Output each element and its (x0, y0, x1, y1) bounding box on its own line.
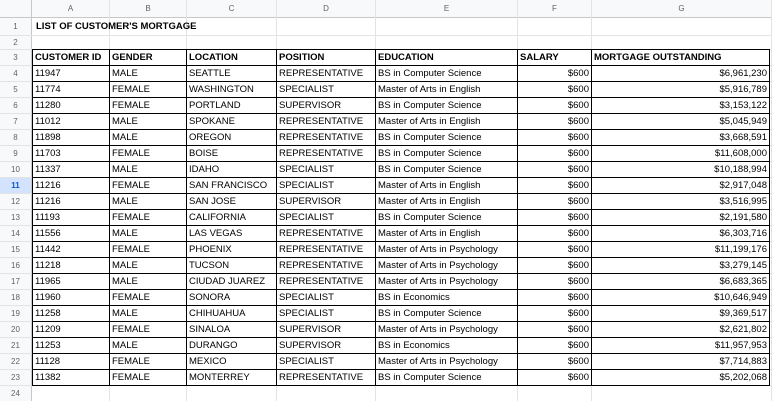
table-cell[interactable]: REPRESENTATIVE (277, 274, 376, 290)
column-header-f[interactable]: F (518, 0, 592, 18)
table-cell[interactable]: $5,202,068 (592, 370, 770, 386)
table-cell[interactable]: SINALOA (187, 322, 277, 338)
table-cell[interactable]: $600 (518, 242, 592, 258)
table-cell[interactable]: Master of Arts in Psychology (376, 274, 518, 290)
table-cell[interactable]: REPRESENTATIVE (277, 258, 376, 274)
table-cell[interactable]: $10,188,994 (592, 162, 770, 178)
column-header-c[interactable]: C (187, 0, 277, 18)
table-cell[interactable]: REPRESENTATIVE (277, 242, 376, 258)
table-cell[interactable]: SUPERVISOR (277, 322, 376, 338)
table-cell[interactable]: 11556 (32, 226, 110, 242)
header-cell[interactable]: EDUCATION (376, 49, 518, 66)
table-cell[interactable]: Master of Arts in English (376, 114, 518, 130)
table-cell[interactable]: BS in Computer Science (376, 146, 518, 162)
table-cell[interactable]: Master of Arts in Psychology (376, 354, 518, 370)
table-cell[interactable]: $600 (518, 98, 592, 114)
table-cell[interactable]: Master of Arts in English (376, 82, 518, 98)
row-header-3[interactable]: 3 (0, 50, 32, 66)
table-cell[interactable]: 11337 (32, 162, 110, 178)
table-cell[interactable]: FEMALE (110, 82, 187, 98)
table-cell[interactable]: MALE (110, 114, 187, 130)
table-cell[interactable]: MALE (110, 194, 187, 210)
table-cell[interactable]: 11442 (32, 242, 110, 258)
table-cell[interactable]: SEATTLE (187, 66, 277, 82)
table-cell[interactable]: Master of Arts in Psychology (376, 322, 518, 338)
table-cell[interactable]: 11898 (32, 130, 110, 146)
table-cell[interactable]: 11965 (32, 274, 110, 290)
table-cell[interactable]: MALE (110, 162, 187, 178)
table-cell[interactable]: $3,516,995 (592, 194, 770, 210)
table-cell[interactable]: $6,683,365 (592, 274, 770, 290)
table-cell[interactable]: SAN FRANCISCO (187, 178, 277, 194)
table-cell[interactable]: FEMALE (110, 322, 187, 338)
row-header-5[interactable]: 5 (0, 82, 32, 98)
table-cell[interactable]: 11012 (32, 114, 110, 130)
header-cell[interactable]: MORTGAGE OUTSTANDING (592, 49, 770, 66)
table-cell[interactable]: $2,191,580 (592, 210, 770, 226)
column-header-a[interactable]: A (32, 0, 110, 18)
table-cell[interactable]: $2,917,048 (592, 178, 770, 194)
row-header-13[interactable]: 13 (0, 210, 32, 226)
table-cell[interactable]: $6,961,230 (592, 66, 770, 82)
table-cell[interactable]: BS in Computer Science (376, 130, 518, 146)
row-header-1[interactable]: 1 (0, 18, 32, 36)
table-cell[interactable]: SPECIALIST (277, 162, 376, 178)
table-cell[interactable]: FEMALE (110, 354, 187, 370)
table-cell[interactable]: $600 (518, 322, 592, 338)
table-cell[interactable]: MALE (110, 306, 187, 322)
table-cell[interactable]: PORTLAND (187, 98, 277, 114)
table-cell[interactable]: $600 (518, 290, 592, 306)
table-cell[interactable]: BS in Computer Science (376, 210, 518, 226)
table-cell[interactable]: $11,957,953 (592, 338, 770, 354)
table-cell[interactable]: WASHINGTON (187, 82, 277, 98)
table-cell[interactable]: FEMALE (110, 98, 187, 114)
table-cell[interactable]: $600 (518, 354, 592, 370)
row-header-9[interactable]: 9 (0, 146, 32, 162)
row-header-8[interactable]: 8 (0, 130, 32, 146)
column-header-g[interactable]: G (592, 0, 772, 18)
table-cell[interactable]: $600 (518, 114, 592, 130)
table-cell[interactable]: BS in Computer Science (376, 162, 518, 178)
table-cell[interactable]: FEMALE (110, 178, 187, 194)
row-header-23[interactable]: 23 (0, 370, 32, 386)
table-cell[interactable]: $10,646,949 (592, 290, 770, 306)
table-cell[interactable]: $600 (518, 82, 592, 98)
table-cell[interactable]: PHOENIX (187, 242, 277, 258)
table-cell[interactable]: $11,608,000 (592, 146, 770, 162)
row-header-4[interactable]: 4 (0, 66, 32, 82)
table-cell[interactable]: FEMALE (110, 290, 187, 306)
table-cell[interactable]: MALE (110, 274, 187, 290)
table-cell[interactable]: $2,621,802 (592, 322, 770, 338)
table-cell[interactable]: $600 (518, 274, 592, 290)
row-header-15[interactable]: 15 (0, 242, 32, 258)
table-cell[interactable]: 11216 (32, 178, 110, 194)
select-all-corner[interactable] (0, 0, 32, 18)
table-cell[interactable]: LAS VEGAS (187, 226, 277, 242)
table-cell[interactable]: SPOKANE (187, 114, 277, 130)
table-cell[interactable]: $11,199,176 (592, 242, 770, 258)
header-cell[interactable]: LOCATION (187, 49, 277, 66)
table-cell[interactable]: MALE (110, 130, 187, 146)
header-cell[interactable]: SALARY (518, 49, 592, 66)
table-cell[interactable]: MALE (110, 258, 187, 274)
table-cell[interactable]: 11218 (32, 258, 110, 274)
table-cell[interactable]: $5,916,789 (592, 82, 770, 98)
header-cell[interactable]: CUSTOMER ID (32, 49, 110, 66)
table-cell[interactable]: 11258 (32, 306, 110, 322)
table-cell[interactable]: 11774 (32, 82, 110, 98)
table-cell[interactable]: $5,045,949 (592, 114, 770, 130)
table-cell[interactable]: SAN JOSE (187, 194, 277, 210)
table-cell[interactable]: BS in Computer Science (376, 66, 518, 82)
row-header-20[interactable]: 20 (0, 322, 32, 338)
table-cell[interactable]: BOISE (187, 146, 277, 162)
table-cell[interactable]: 11382 (32, 370, 110, 386)
row-header-21[interactable]: 21 (0, 338, 32, 354)
table-cell[interactable]: SPECIALIST (277, 210, 376, 226)
table-cell[interactable]: $600 (518, 210, 592, 226)
table-cell[interactable]: SPECIALIST (277, 82, 376, 98)
header-cell[interactable]: POSITION (277, 49, 376, 66)
table-cell[interactable]: $600 (518, 338, 592, 354)
table-cell[interactable]: Master of Arts in English (376, 226, 518, 242)
table-cell[interactable]: FEMALE (110, 370, 187, 386)
row-header-11[interactable]: 11 (0, 178, 32, 194)
table-cell[interactable]: TUCSON (187, 258, 277, 274)
table-cell[interactable]: BS in Economics (376, 338, 518, 354)
row-header-6[interactable]: 6 (0, 98, 32, 114)
table-cell[interactable]: CALIFORNIA (187, 210, 277, 226)
table-cell[interactable]: $600 (518, 66, 592, 82)
table-cell[interactable]: $600 (518, 258, 592, 274)
column-header-e[interactable]: E (376, 0, 518, 18)
table-cell[interactable]: $3,668,591 (592, 130, 770, 146)
table-cell[interactable]: SPECIALIST (277, 306, 376, 322)
table-cell[interactable]: CHIHUAHUA (187, 306, 277, 322)
sheet-title-cell[interactable]: LIST OF CUSTOMER'S MORTGAGE (36, 21, 197, 32)
table-cell[interactable]: BS in Computer Science (376, 370, 518, 386)
table-cell[interactable]: MONTERREY (187, 370, 277, 386)
table-cell[interactable]: Master of Arts in English (376, 194, 518, 210)
table-cell[interactable]: SUPERVISOR (277, 194, 376, 210)
row-header-24[interactable]: 24 (0, 386, 32, 401)
table-cell[interactable]: 11703 (32, 146, 110, 162)
table-cell[interactable]: BS in Economics (376, 290, 518, 306)
header-cell[interactable]: GENDER (110, 49, 187, 66)
table-cell[interactable]: 11947 (32, 66, 110, 82)
row-header-19[interactable]: 19 (0, 306, 32, 322)
table-cell[interactable]: 11253 (32, 338, 110, 354)
table-cell[interactable]: 11209 (32, 322, 110, 338)
table-cell[interactable]: MALE (110, 338, 187, 354)
row-header-18[interactable]: 18 (0, 290, 32, 306)
table-cell[interactable]: BS in Computer Science (376, 306, 518, 322)
table-cell[interactable]: $600 (518, 130, 592, 146)
table-cell[interactable]: $600 (518, 226, 592, 242)
row-header-17[interactable]: 17 (0, 274, 32, 290)
table-cell[interactable]: CIUDAD JUAREZ (187, 274, 277, 290)
column-header-b[interactable]: B (110, 0, 187, 18)
table-cell[interactable]: REPRESENTATIVE (277, 370, 376, 386)
table-cell[interactable]: 11960 (32, 290, 110, 306)
table-cell[interactable]: $6,303,716 (592, 226, 770, 242)
table-cell[interactable]: $3,279,145 (592, 258, 770, 274)
table-cell[interactable]: REPRESENTATIVE (277, 130, 376, 146)
row-header-22[interactable]: 22 (0, 354, 32, 370)
table-cell[interactable]: SPECIALIST (277, 290, 376, 306)
table-cell[interactable]: REPRESENTATIVE (277, 114, 376, 130)
table-cell[interactable]: $600 (518, 162, 592, 178)
table-cell[interactable]: SPECIALIST (277, 178, 376, 194)
row-header-2[interactable]: 2 (0, 36, 32, 50)
table-cell[interactable]: REPRESENTATIVE (277, 66, 376, 82)
table-cell[interactable]: REPRESENTATIVE (277, 146, 376, 162)
table-cell[interactable]: DURANGO (187, 338, 277, 354)
table-cell[interactable]: FEMALE (110, 242, 187, 258)
table-cell[interactable]: $600 (518, 178, 592, 194)
table-cell[interactable]: 11193 (32, 210, 110, 226)
table-cell[interactable]: OREGON (187, 130, 277, 146)
row-header-7[interactable]: 7 (0, 114, 32, 130)
table-cell[interactable]: FEMALE (110, 210, 187, 226)
row-header-14[interactable]: 14 (0, 226, 32, 242)
column-header-d[interactable]: D (277, 0, 376, 18)
table-cell[interactable]: 11280 (32, 98, 110, 114)
table-cell[interactable]: REPRESENTATIVE (277, 226, 376, 242)
table-cell[interactable]: SUPERVISOR (277, 98, 376, 114)
table-cell[interactable]: $3,153,122 (592, 98, 770, 114)
table-cell[interactable]: SUPERVISOR (277, 338, 376, 354)
table-cell[interactable]: $600 (518, 146, 592, 162)
table-cell[interactable]: SONORA (187, 290, 277, 306)
table-cell[interactable]: $9,369,517 (592, 306, 770, 322)
table-cell[interactable]: MALE (110, 226, 187, 242)
table-cell[interactable]: $7,714,883 (592, 354, 770, 370)
table-cell[interactable]: SPECIALIST (277, 354, 376, 370)
table-cell[interactable]: MALE (110, 66, 187, 82)
table-cell[interactable]: IDAHO (187, 162, 277, 178)
row-header-16[interactable]: 16 (0, 258, 32, 274)
table-cell[interactable]: $600 (518, 306, 592, 322)
table-cell[interactable]: Master of Arts in Psychology (376, 258, 518, 274)
table-cell[interactable]: FEMALE (110, 146, 187, 162)
table-cell[interactable]: 11216 (32, 194, 110, 210)
table-cell[interactable]: 11128 (32, 354, 110, 370)
table-cell[interactable]: Master of Arts in English (376, 178, 518, 194)
table-cell[interactable]: BS in Computer Science (376, 98, 518, 114)
table-cell[interactable]: $600 (518, 370, 592, 386)
table-cell[interactable]: Master of Arts in Psychology (376, 242, 518, 258)
row-header-10[interactable]: 10 (0, 162, 32, 178)
table-cell[interactable]: $600 (518, 194, 592, 210)
table-cell[interactable]: MEXICO (187, 354, 277, 370)
row-header-12[interactable]: 12 (0, 194, 32, 210)
